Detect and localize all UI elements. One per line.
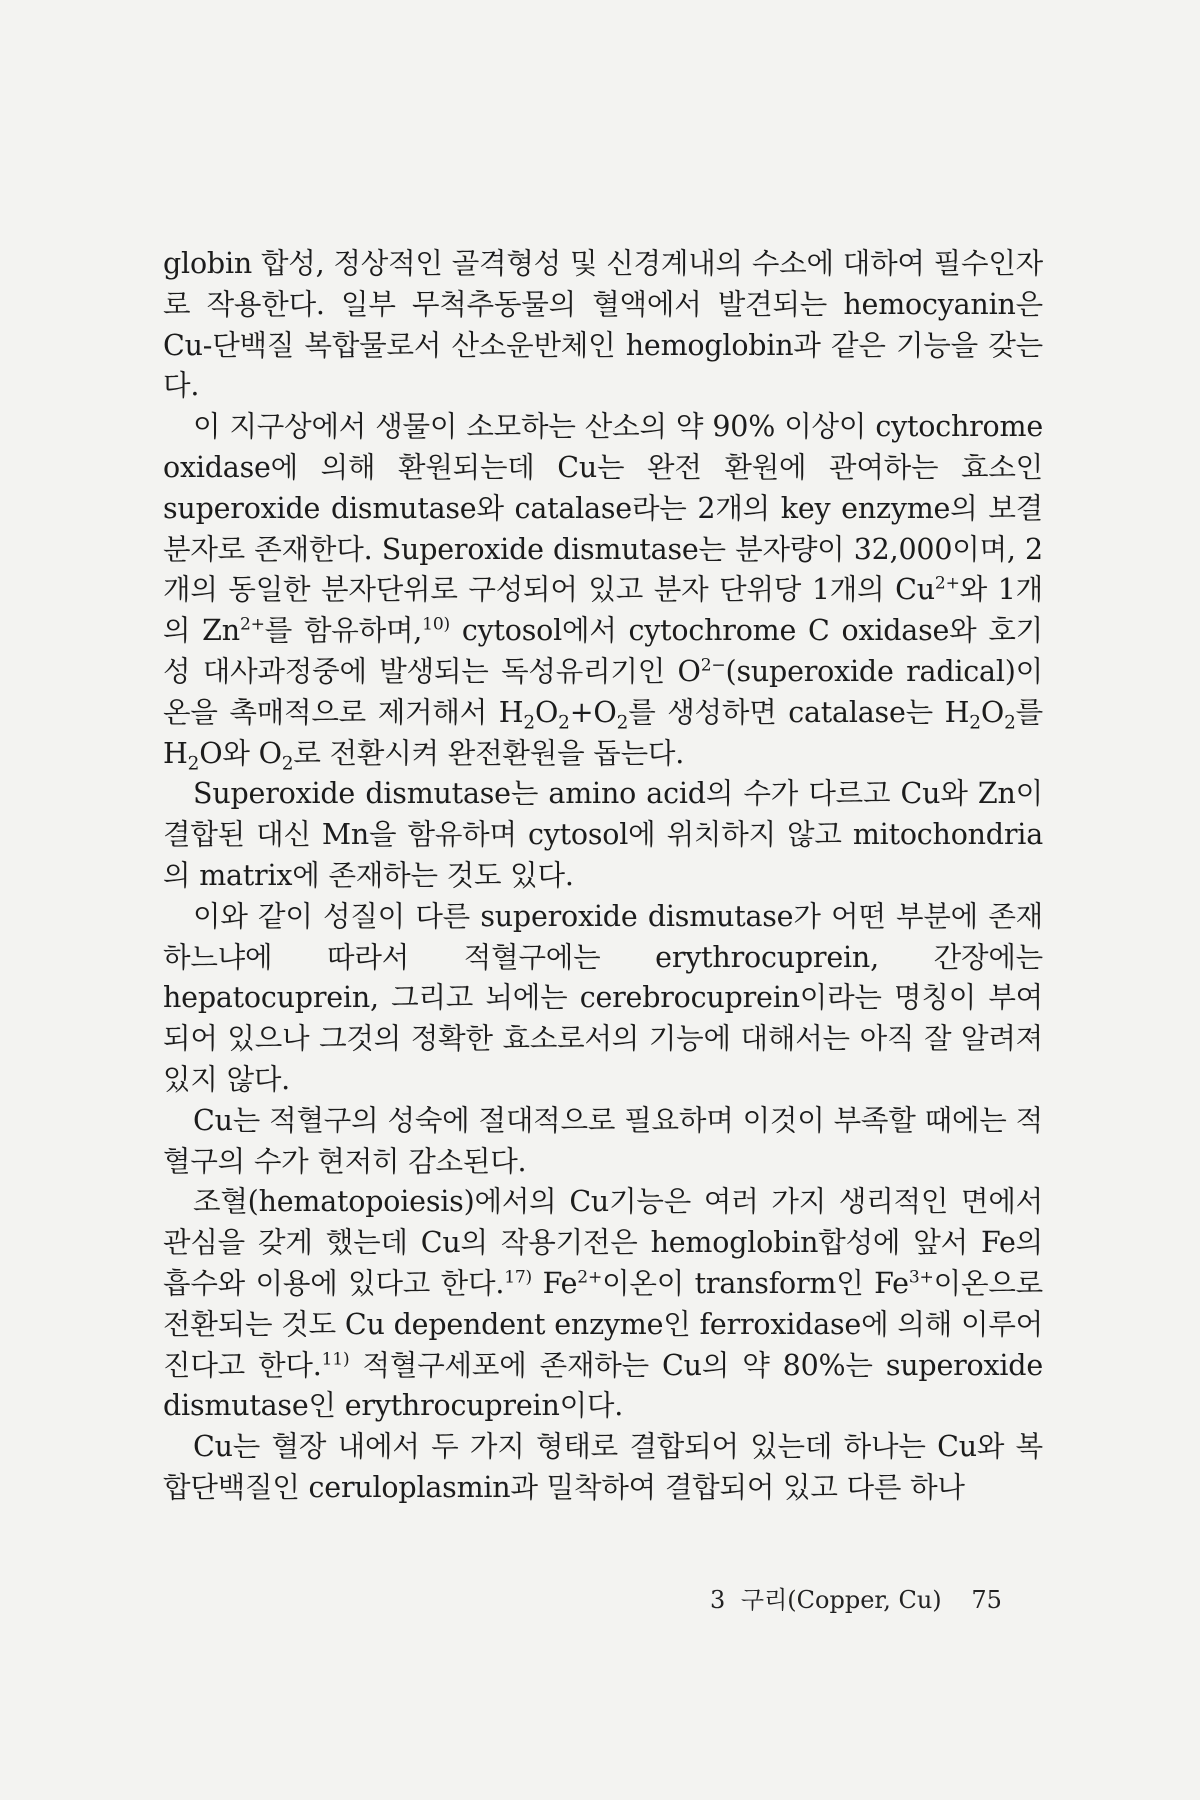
text-run: O [980,695,1005,729]
chapter-number: 3 [710,1586,726,1614]
subscript: 2 [969,712,981,734]
text-run: 를 H [163,695,1043,770]
subscript: 2 [616,712,629,734]
text-run: 와 1개의 Zn [163,573,1043,648]
text-run: Superoxide dismutase는 amino acid의 수가 다르고 Cu와 Zn이 결합된 대신 Mn을 함유하며 cytosol에 위치하지 않고 mitochondria의 matrix에 존재하는 것도 있다. [163,777,1043,892]
text-run: Cu는 혈장 내에서 두 가지 형태로 결합되어 있는데 하나는 Cu와 복합단백질인 ceruloplasmin과 밀착하여 결합되어 있고 다른 하나 [163,1430,1043,1504]
page-number: 75 [971,1586,1002,1614]
superscript: 2− [700,655,726,676]
text-run: 적혈구세포에 존재하는 Cu의 약 80%는 superoxide dismutase인 erythrocuprein이다. [163,1348,1044,1423]
superscript: 17) [504,1267,533,1288]
superscript: 2+ [577,1267,603,1288]
paragraph [163,244,1043,407]
text-run: (superoxide radical)이온을 촉매적으로 제거해서 H [163,654,1043,729]
text-run: 이온으로 전환되는 것도 Cu dependent enzyme인 ferroxidase에 의해 이루어진다고 한다. [163,1266,1043,1382]
superscript: 3+ [908,1267,934,1288]
text-run: 를 함유하며, [264,614,423,648]
superscript: 2+ [239,614,265,635]
text-run: O와 O [199,736,282,770]
text-run: globin 합성, 정상적인 골격형성 및 신경계내의 수소에 대하여 필수인자로 작용한다. 일부 무척추동물의 혈액에서 발견되는 hemocyanin은 Cu-단백질 복합물로서 산소운반체인 hemoglobin과 같은 기능을 갖는다. [163,247,1043,403]
paragraph [163,897,1043,1101]
text-run: O [534,695,559,729]
text-run: 이와 같이 성질이 다른 superoxide dismutase가 어떤 부분에 존재하느냐에 따라서 적혈구에는 erythrocuprein, 간장에는 hepatocuprein, 그리고 뇌에는 cerebrocuprein이라는 명칭이 부여되어 있으나 그것의 정확한 효소로서의 기능에 대해서는 아직 잘 알려져 있지 않다. [163,899,1043,1096]
text-run: 조혈(hematopoiesis)에서의 Cu기능은 여러 가지 생리적인 면에서 관심을 갖게 했는데 Cu의 작용기전은 hemoglobin합성에 앞서 Fe의 흡수와 이용에 있다고 한다. [163,1185,1043,1300]
paragraph [163,407,1043,774]
subscript: 2 [523,712,535,734]
superscript: 10) [422,614,450,635]
subscript: 2 [281,753,294,775]
chapter-title: 구리(Copper, Cu) [740,1586,942,1614]
subscript: 2 [187,753,200,775]
text-run: Fe [532,1266,578,1300]
paragraph [163,1182,1043,1427]
text-run: cytosol에서 cytochrome C oxidase와 호기성 대사과정중에 발생되는 독성유리기인 O [163,614,1044,688]
paragraph [163,774,1043,896]
subscript: 2 [1004,712,1016,734]
subscript: 2 [558,712,570,734]
text-run: 이온이 transform인 Fe [602,1266,909,1300]
text-run: +O [569,695,617,729]
superscript: 2+ [934,573,960,594]
text-run: 를 생성하면 catalase는 H [628,695,970,729]
text-run: 로 전환시켜 완전환원을 돕는다. [293,736,685,770]
paragraph [163,1101,1043,1183]
paragraph [163,1427,1043,1509]
superscript: 11) [321,1349,350,1370]
running-footer [710,1580,1002,1615]
body-text [163,244,1043,1509]
text-run: Cu는 적혈구의 성숙에 절대적으로 필요하며 이것이 부족할 때에는 적혈구의 수가 현저히 감소된다. [163,1103,1043,1178]
text-run: 이 지구상에서 생물이 소모하는 산소의 약 90% 이상이 cytochrome oxidase에 의해 환원되는데 Cu는 완전 환원에 관여하는 효소인 superoxide dismutase와 catalase라는 2개의 key enzyme의 보결분자로 존재한다. Superoxide dismutase는 분자량이 32,000이며, 2개의 동일한 분자단위로 구성되어 있고 분자 단위당 1개의 Cu [163,410,1043,607]
